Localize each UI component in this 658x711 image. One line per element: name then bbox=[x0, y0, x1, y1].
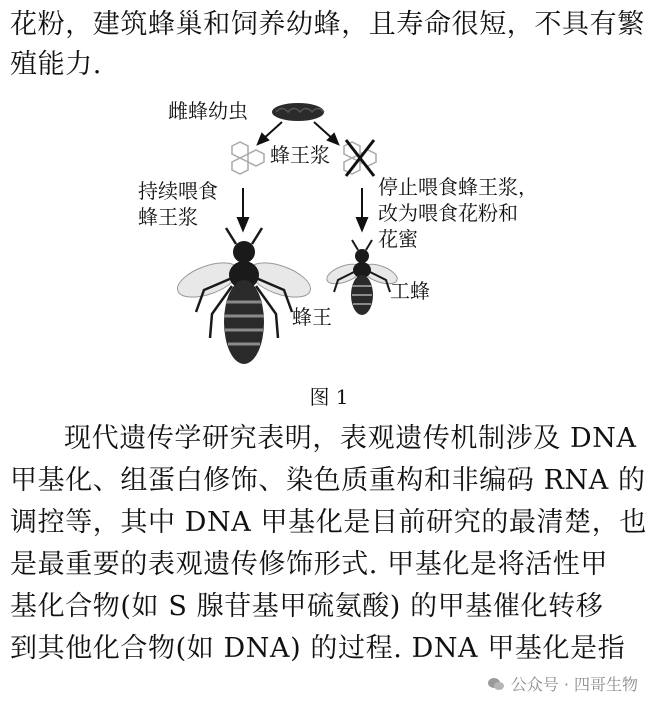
right-arrow-label: 停止喂食蜂王浆， bbox=[378, 175, 538, 199]
right-arrow-label: 花蜜 bbox=[378, 227, 418, 251]
text-line: 是最重要的表观遗传修饰形式. 甲基化是将活性甲 bbox=[10, 549, 608, 580]
text-line: 花粉，建筑蜂巢和饲养幼蜂，且寿命很短，不具有繁 bbox=[10, 9, 645, 40]
text-line: 现代遗传学研究表明，表观遗传机制涉及 DNA bbox=[64, 423, 637, 454]
queen-bee-icon bbox=[173, 228, 315, 364]
watermark-text: 公众号 · 四哥生物 bbox=[510, 675, 638, 694]
watermark bbox=[487, 672, 638, 695]
worker-bee-icon bbox=[324, 240, 399, 315]
figure-caption: 图 1 bbox=[309, 385, 349, 409]
wechat-icon bbox=[487, 677, 505, 691]
royal-jelly-label: 蜂王浆 bbox=[270, 143, 330, 167]
right-arrow-label: 改为喂食花粉和 bbox=[378, 201, 518, 225]
left-arrow-label: 蜂王浆 bbox=[138, 205, 198, 229]
down-arrows bbox=[238, 188, 367, 230]
honeycomb-icon bbox=[232, 142, 264, 174]
branch-arrows bbox=[258, 122, 338, 144]
bee-development-figure bbox=[0, 90, 658, 410]
left-arrow-label: 持续喂食 bbox=[138, 179, 218, 203]
text-line: 基化合物(如 S 腺苷基甲硫氨酸) 的甲基催化转移 bbox=[10, 591, 604, 622]
text-line: 甲基化、组蛋白修饰、染色质重构和非编码 RNA 的 bbox=[10, 465, 646, 496]
text-line: 调控等，其中 DNA 甲基化是目前研究的最清楚，也 bbox=[10, 507, 647, 538]
text-line: 殖能力. bbox=[10, 49, 102, 80]
queen-label: 蜂王 bbox=[292, 305, 332, 329]
larva-label: 雌蜂幼虫 bbox=[168, 99, 248, 123]
worker-label: 工蜂 bbox=[390, 279, 430, 303]
larva-icon bbox=[272, 103, 324, 121]
text-line: 到其他化合物(如 DNA) 的过程. DNA 甲基化是指 bbox=[10, 633, 626, 664]
